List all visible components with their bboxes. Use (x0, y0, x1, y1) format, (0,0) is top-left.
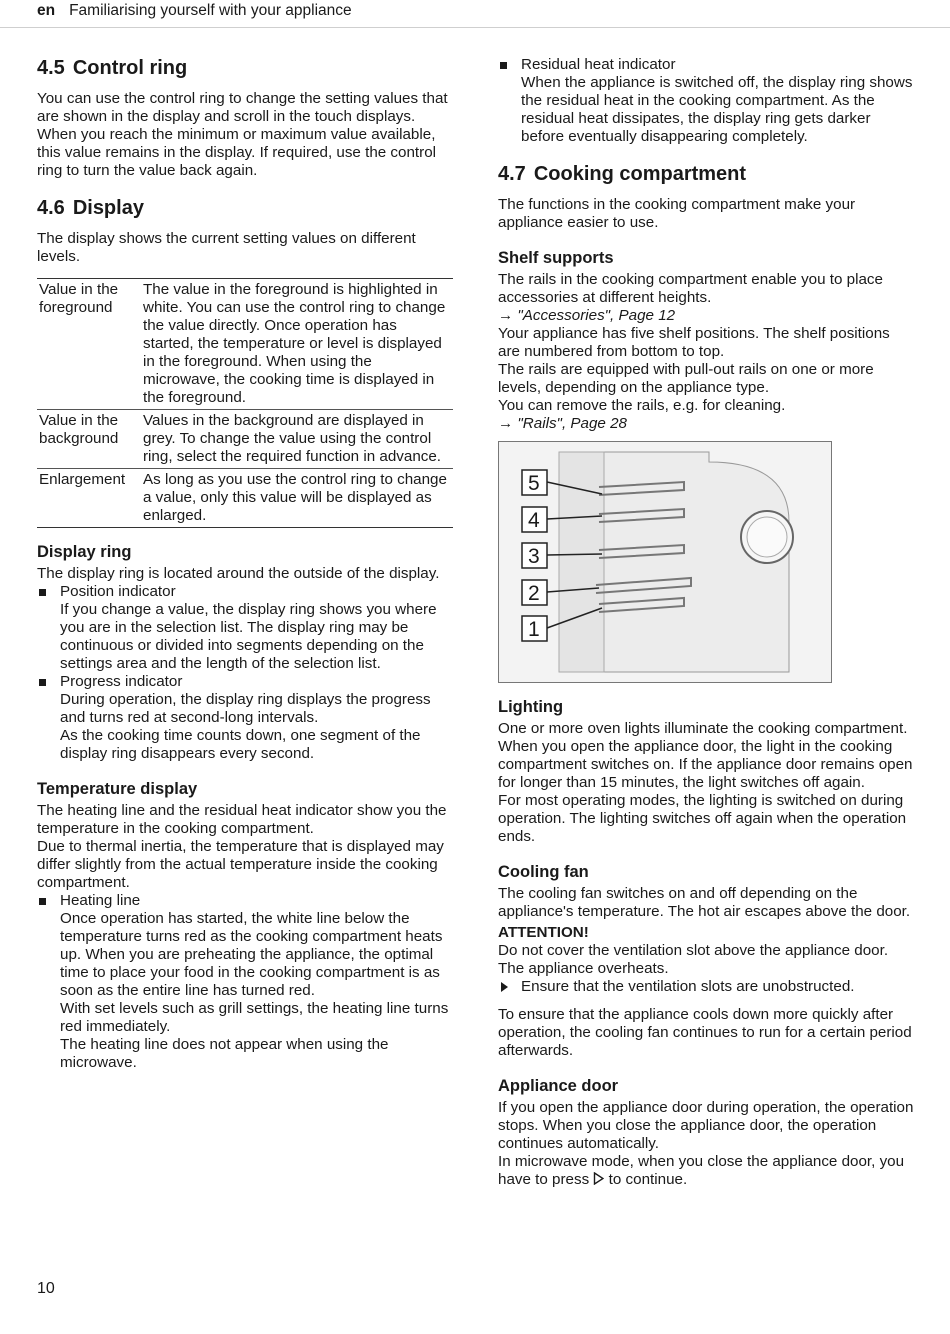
paragraph-text: to continue. (608, 1171, 688, 1188)
table-value: Values in the background are displayed in grey. To change the value using the control ring, select the required function in advance. (141, 410, 453, 469)
page-header (37, 2, 352, 20)
bullet-marker (39, 679, 46, 686)
list-item-label: Progress indicator (60, 673, 183, 690)
paragraph: Do not cover the ventilation slot above the appliance door. The appliance overheats. (498, 942, 889, 977)
shelf-label-3: 3 (528, 545, 540, 568)
section-control-ring (37, 56, 453, 180)
subsection-title: Shelf supports (498, 249, 614, 267)
section-heading (498, 162, 914, 186)
list-item (37, 673, 453, 763)
language-code: en (37, 2, 56, 19)
bullet-list (37, 583, 453, 763)
paragraph: Your appliance has five shelf positions. The shelf positions are numbered from bottom to top. (498, 325, 890, 360)
subsection-title: Cooling fan (498, 863, 589, 881)
subsection-shelf-supports (498, 248, 914, 683)
section-heading (37, 196, 453, 220)
bullet-list (37, 892, 453, 1072)
bullet-marker (39, 898, 46, 905)
table-row (37, 469, 453, 528)
start-button-icon (593, 1172, 604, 1185)
step-item (498, 978, 914, 996)
list-item-text: As the cooking time counts down, one segment of the display ring disappears every second. (60, 727, 421, 762)
paragraph: One or more oven lights illuminate the cooking compartment. (498, 720, 908, 737)
paragraph: The cooling fan switches on and off depending on the appliance's temperature. The hot air escapes above the door. (498, 885, 911, 920)
paragraph: To ensure that the appliance cools down more quickly after operation, the cooling fan continues to run for a certain period afterwards. (498, 1006, 912, 1059)
paragraph: For most operating modes, the lighting is switched on during operation. The lighting switches off again when the operation ends. (498, 792, 907, 845)
cross-reference-link[interactable]: → "Accessories", Page 12 (498, 307, 676, 324)
list-item-label: Position indicator (60, 583, 176, 600)
paragraph: The rails in the cooking compartment enable you to place accessories at different heights. (498, 271, 883, 306)
section-title: Display (72, 197, 144, 219)
shelf-positions-illustration (498, 441, 832, 683)
bullet-marker (39, 589, 46, 596)
subsection-display-ring (37, 542, 453, 763)
table-value: The value in the foreground is highlighted in white. You can use the control ring to change the value directly. Once operation has started, the temperature or level is displayed in the foreground. When using the microwave, the cooking time is displayed in the foreground. (143, 281, 446, 406)
shelf-label-1: 1 (528, 618, 540, 641)
paragraph: You can remove the rails, e.g. for cleaning. (498, 397, 786, 414)
paragraph: Due to thermal inertia, the temperature that is displayed may differ slightly from the actual temperature inside the cooking compartment. (37, 838, 444, 891)
section-number: 4.6 (37, 197, 65, 219)
list-item-text: When the appliance is switched off, the display ring shows the residual heat in the cooking compartment. As the residual heat dissipates, the display ring gets darker before eventually disappearing completely. (521, 74, 913, 145)
subsection-title: Lighting (498, 698, 564, 716)
paragraph-text: In microwave mode, when you close the appliance door, you have to press (498, 1153, 905, 1188)
cross-reference-link[interactable]: → "Rails", Page 28 (498, 415, 627, 432)
list-item-label: Heating line (60, 892, 141, 909)
bullet-marker (500, 62, 507, 69)
paragraph: The rails are equipped with pull-out rails on one or more levels, depending on the appliance type. (498, 361, 874, 396)
start-triangle (595, 1173, 604, 1184)
subsection-title: Display ring (37, 543, 132, 561)
table-key: Enlargement (37, 469, 141, 528)
table-value: As long as you use the control ring to change a value, only this value will be displayed as enlarged. (141, 469, 453, 528)
table-row (37, 279, 453, 410)
section-cooking-compartment (498, 162, 914, 232)
shelf-label-5: 5 (528, 472, 540, 495)
list-item-label: Residual heat indicator (521, 56, 676, 73)
paragraph: You can use the control ring to change the setting values that are shown in the display and scroll in the touch displays. (37, 90, 448, 125)
table-key: Value in the foreground (39, 281, 119, 316)
attention-label: ATTENTION! (498, 924, 589, 941)
paragraph: If you open the appliance door during operation, the operation stops. When you close the appliance door, the operation continues automatically. (498, 1099, 914, 1152)
section-number: 4.7 (498, 163, 526, 185)
paragraph: The heating line and the residual heat indicator show you the temperature in the cooking compartment. (37, 802, 447, 837)
section-display (37, 196, 453, 528)
paragraph: When you open the appliance door, the light in the cooking compartment switches on. If the appliance door remains open for longer than 15 minutes, the light switches off again. (498, 738, 913, 791)
list-item-text: The heating line does not appear when using the microwave. (60, 1036, 389, 1071)
bullet-list (498, 56, 914, 146)
paragraph: The display shows the current setting values on different levels. (37, 230, 416, 265)
list-item-text: Once operation has started, the white line below the temperature turns red as the cooking compartment heats up. When you are preheating the appliance, the optimal time to place your food in the cooking compartment is as soon as the entire line has turned red. (60, 910, 443, 999)
section-title: Cooking compartment (533, 163, 747, 185)
list-item-text: If you change a value, the display ring shows you where you are in the selection list. The display ring may be continuous or divided into segments depending on the settings area and the length of the selection list. (60, 601, 437, 672)
header-divider (0, 27, 950, 28)
section-heading (37, 56, 453, 80)
subsection-temperature-display (37, 779, 453, 1072)
fan-inner-ring (747, 517, 787, 557)
subsection-title: Temperature display (37, 780, 198, 798)
list-item-text: During operation, the display ring displays the progress and turns red at second-long intervals. (60, 691, 431, 726)
subsection-cooling-fan (498, 862, 914, 1060)
subsection-lighting (498, 697, 914, 846)
page-number: 10 (37, 1280, 55, 1297)
left-column (37, 56, 453, 1072)
paragraph: The functions in the cooking compartment make your appliance easier to use. (498, 196, 856, 231)
subsection-appliance-door (498, 1076, 914, 1189)
right-column (498, 56, 914, 1189)
paragraph: When you reach the minimum or maximum value available, this value remains in the display. If required, use the control ring to turn the value back again. (37, 126, 437, 179)
list-item (498, 56, 914, 146)
subsection-title: Appliance door (498, 1077, 619, 1095)
shelf-label-2: 2 (528, 582, 540, 605)
section-number: 4.5 (37, 57, 65, 79)
position-labels (522, 470, 547, 641)
leader-3 (547, 554, 602, 555)
display-levels-table (37, 278, 453, 528)
list-item-text: With set levels such as grill settings, the heating line turns red immediately. (60, 1000, 449, 1035)
shelf-label-4: 4 (528, 509, 540, 532)
list-item (37, 892, 453, 1072)
step-list (498, 978, 914, 996)
table-key: Value in the background (37, 410, 141, 469)
list-item (37, 583, 453, 673)
table-row (37, 410, 453, 469)
step-text: Ensure that the ventilation slots are unobstructed. (521, 978, 855, 995)
header-title: Familiarising yourself with your appliance (69, 2, 352, 19)
side-wall (559, 452, 604, 672)
paragraph (498, 1153, 914, 1189)
section-title: Control ring (72, 57, 188, 79)
paragraph: The display ring is located around the outside of the display. (37, 565, 440, 582)
step-arrow-icon (501, 982, 508, 992)
